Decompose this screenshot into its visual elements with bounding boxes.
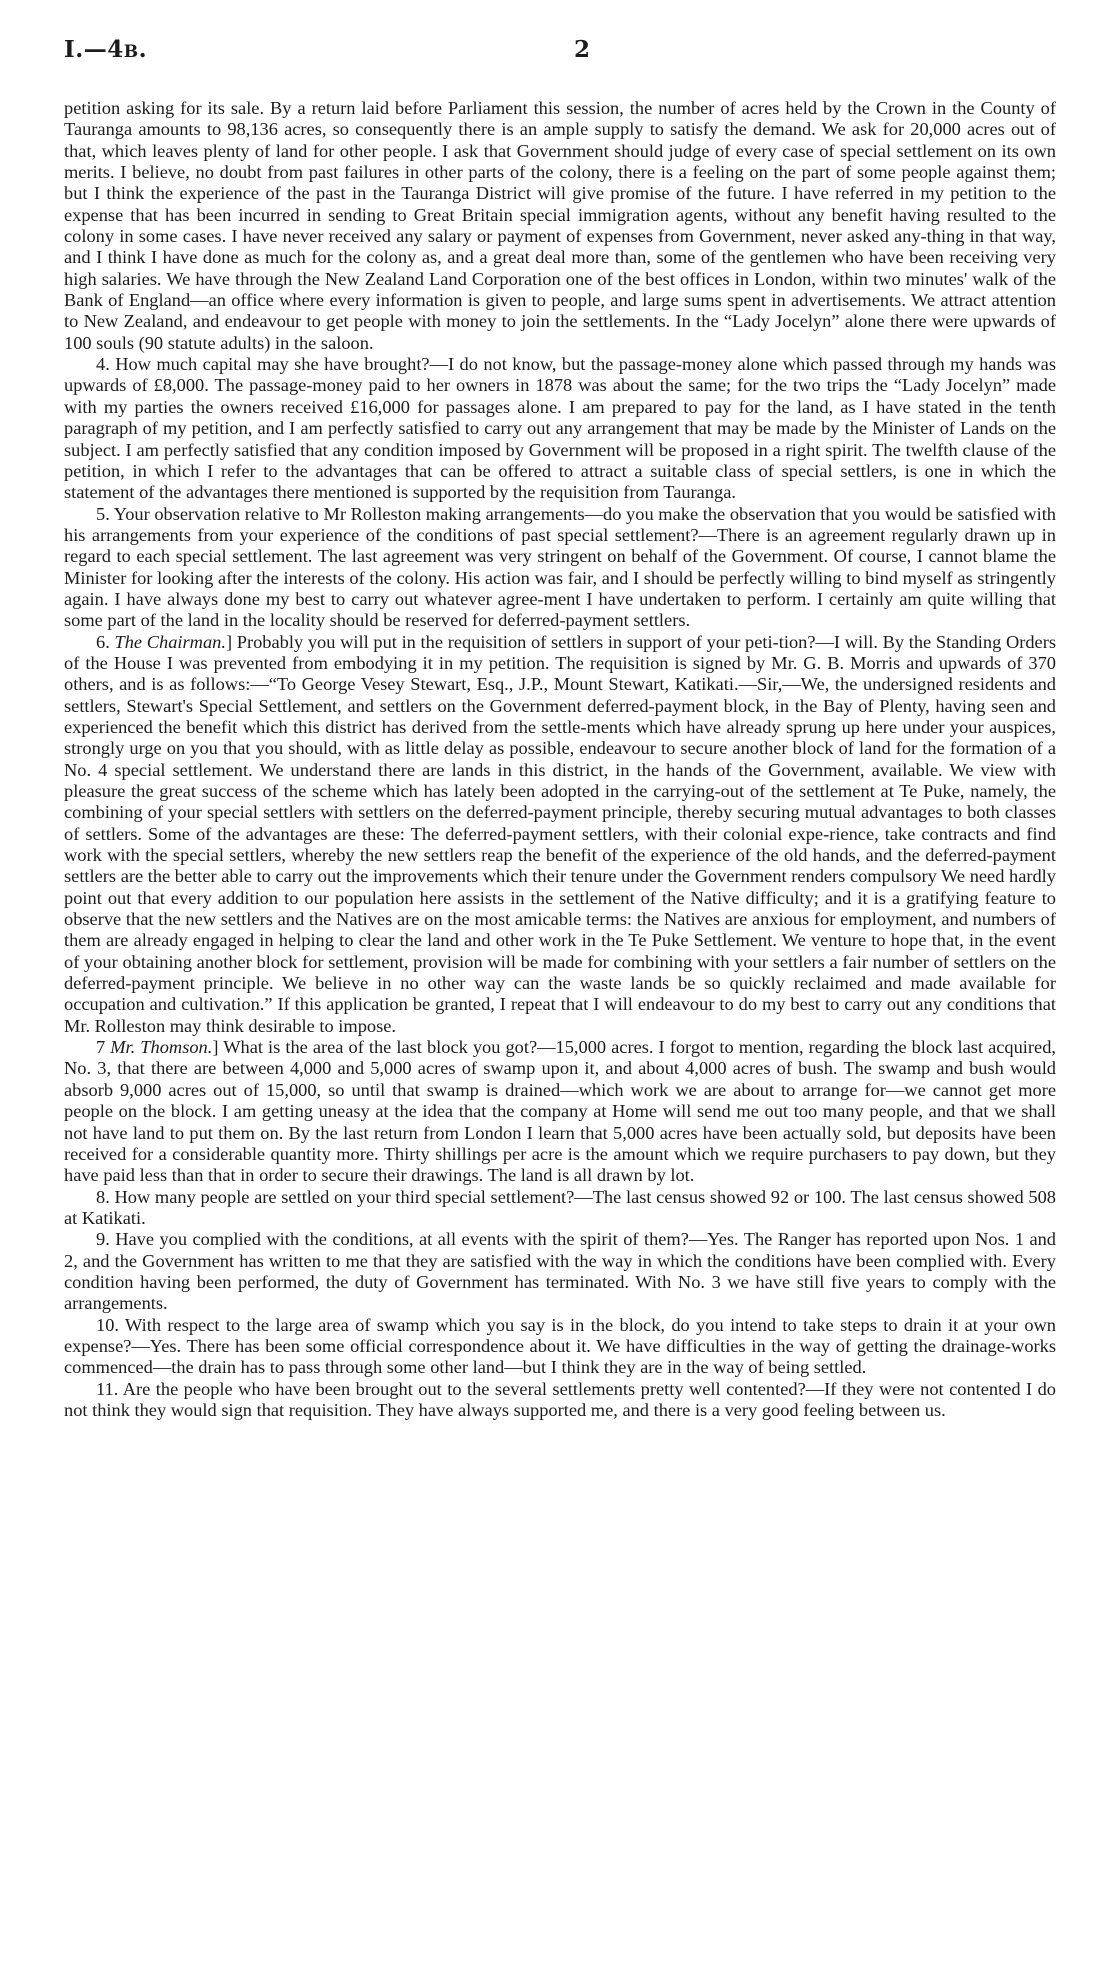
paragraph-question-5: [64, 504, 1056, 632]
paragraph-question-10: [64, 1315, 1056, 1379]
paragraph-text: 5. Your observation relative to Mr Rolleston making arrangements—do you make the observation that you would be satisfied with his arrangements from your experience of the conditions of past special settlement?—There is an agreement regularly drawn up in regard to each special settlement. The last agreement was very stringent on behalf of the Government. Of course, I cannot blame the Minister for looking after the interests of the colony. His action was fair, and I should be perfectly willing to bind myself as stringently again. I have always done my best to carry out whatever agree-ment I have undertaken to perform. I certainly am quite willing that some part of the land in the locality should be reserved for deferred-payment settlers.: [64, 503, 1056, 631]
paragraph-continuation: [64, 98, 1056, 354]
doc-ref-main: I.—4: [64, 36, 124, 63]
paragraph-question-8: [64, 1187, 1056, 1230]
paragraph-question-6: [64, 632, 1056, 1038]
paragraph-question-11: [64, 1379, 1056, 1422]
question-number: 6.: [96, 631, 115, 652]
paragraph-question-7: [64, 1037, 1056, 1186]
speaker-name: The Chairman.: [114, 631, 226, 652]
document-reference: [64, 36, 147, 63]
paragraph-question-9: [64, 1229, 1056, 1314]
paragraph-text: 9. Have you complied with the conditions, at all events with the spirit of them?—Yes. The Ranger has reported upon Nos. 1 and 2, and the Government has written to me that they are satisfied with the way in which the conditions have been complied with. Every condition having been performed, the duty of Government has terminated. With No. 3 we have still five years to comply with the arrangements.: [64, 1229, 1056, 1314]
speaker-name: Mr. Thomson.: [110, 1037, 213, 1058]
document-body: [64, 98, 1056, 1421]
paragraph-text: 10. With respect to the large area of swamp which you say is in the block, do you intend to take steps to drain it at your own expense?—Yes. There has been some official correspondence about it. We have difficulties in the way of getting the drainage-works commenced—the drain has to pass through some other land—but I think they are in the way of being settled.: [64, 1314, 1056, 1378]
page-header: [64, 36, 1050, 76]
doc-ref-end: .: [138, 36, 148, 63]
doc-ref-suffix: B: [123, 42, 139, 62]
question-number: 7: [96, 1037, 111, 1058]
paragraph-text: ] Probably you will put in the requisition of settlers in support of your peti-tion?—I will. By the Standing Orders of the House I was prevented from embodying it in my petition. The requisition is signed by Mr. G. B. Morris and upwards of 370 others, and is as follows:—“To George Vesey Stewart, Esq., J.P., Mount Stewart, Katikati.—Sir,—We, the undersigned residents and settlers, Stewart's Special Settlement, and settlers on the Government deferred-payment block, in the Bay of Plenty, having seen and experienced the benefit which this district has derived from the settle-ments which have already sprung up here under your auspices, strongly urge on you that you should, with as little delay as possible, endeavour to secure another block of land for the formation of a No. 4 special settlement. We understand there are lands in this district, in the hands of the Government, available. We view with pleasure the great success of the scheme which has lately been adopted in the carrying-out of the settlement at Te Puke, namely, the combining of your special settlers with settlers on the deferred-payment principle, thereby securing mutual advantages to both classes of settlers. Some of the advantages are these: The deferred-payment settlers, with their colonial expe-rience, take contracts and find work with the special settlers, whereby the new settlers reap the benefit of the experience of the old hands, and the deferred-payment settlers are the better able to carry out the improvements which their tenure under the Government renders compulsory We need hardly point out that every addition to our population here assists in the settlement of the Native difficulty; and it is a gratifying feature to observe that the new settlers and the Natives are on the most amicable terms: the Natives are anxious for employment, and numbers of them are already engaged in helping to clear the land and other work in the Te Puke Settlement. We venture to hope that, in the event of your obtaining another block for settlement, provision will be made for combining with your settlers a fair number of settlers on the deferred-payment principle. We believe in no other way can the waste lands be so quickly reclaimed and made available for occupation and cultivation.” If this application be granted, I repeat that I will endeavour to do my best to carry out any conditions that Mr. Rolleston may think desirable to impose.: [64, 631, 1057, 1036]
paragraph-question-4: [64, 354, 1056, 503]
paragraph-text: 11. Are the people who have been brought out to the several settlements pretty well contented?—If they were not contented I do not think they would sign that requisition. They have always supported me, and there is a very good feeling between us.: [64, 1378, 1056, 1420]
page-number: 2: [574, 36, 591, 63]
paragraph-text: 4. How much capital may she have brought?—I do not know, but the passage-money alone which passed through my hands was upwards of £8,000. The passage-money paid to her owners in 1878 was about the same; for the two trips the “Lady Jocelyn” made with my parties the owners received £16,000 for passages alone. I am prepared to pay for the land, as I have stated in the tenth paragraph of my petition, and I am perfectly satisfied to carry out any arrangement that may be made by the Minister of Lands on the subject. I am perfectly satisfied that any condition imposed by Government will be proposed in a right spirit. The twelfth clause of the petition, in which I refer to the advantages that can be offered to attract a suitable class of special settlers, is one in which the statement of the advantages there mentioned is supported by the requisition from Tauranga.: [64, 354, 1056, 503]
paragraph-text: ] What is the area of the last block you got?—15,000 acres. I forgot to mention, regarding the block last acquired, No. 3, that there are between 4,000 and 5,000 acres of swamp upon it, and about 4,000 acres of bush. The swamp and bush would absorb 9,000 acres out of 15,000, so until that swamp is drained—which work we are about to arrange for—we cannot get more people on the block. I am getting uneasy at the idea that the company at Home will send me out too many people, and that we shall not have land to put them on. By the last return from London I learn that 5,000 acres have been actually sold, but deposits have been received for a considerable quantity more. Thirty shillings per acre is the amount which we require purchasers to pay down, but they have paid less than that in order to secure their drawings. The land is all drawn by lot.: [64, 1037, 1056, 1186]
paragraph-text: petition asking for its sale. By a return laid before Parliament this session, the number of acres held by the Crown in the County of Tauranga amounts to 98,136 acres, so consequently there is an ample supply to satisfy the demand. We ask for 20,000 acres out of that, which leaves plenty of land for other people. I ask that Government should judge of every case of special settlement on its own merits. I believe, no doubt from past failures in other parts of the colony, there is a feeling on the part of some people against them; but I think the experience of the past in the Tauranga District will give promise of the future. I have referred in my petition to the expense that has been incurred in sending to Great Britain special immigration agents, without any benefit having resulted to the colony in some cases. I have never received any salary or payment of expenses from Government, never asked any-thing in that way, and I think I have done as much for the colony as, and a great deal more than, some of the gentlemen who have been receiving very high salaries. We have through the New Zealand Land Corporation one of the best offices in London, within two minutes' walk of the Bank of England—an office where every information is given to people, and large sums spent in advertisements. We attract attention to New Zealand, and endeavour to get people with money to join the settlements. In the “Lady Jocelyn” alone there were upwards of 100 souls (90 statute adults) in the saloon.: [64, 98, 1056, 353]
paragraph-text: 8. How many people are settled on your third special settlement?—The last census showed 92 or 100. The last census showed 508 at Katikati.: [64, 1186, 1056, 1228]
